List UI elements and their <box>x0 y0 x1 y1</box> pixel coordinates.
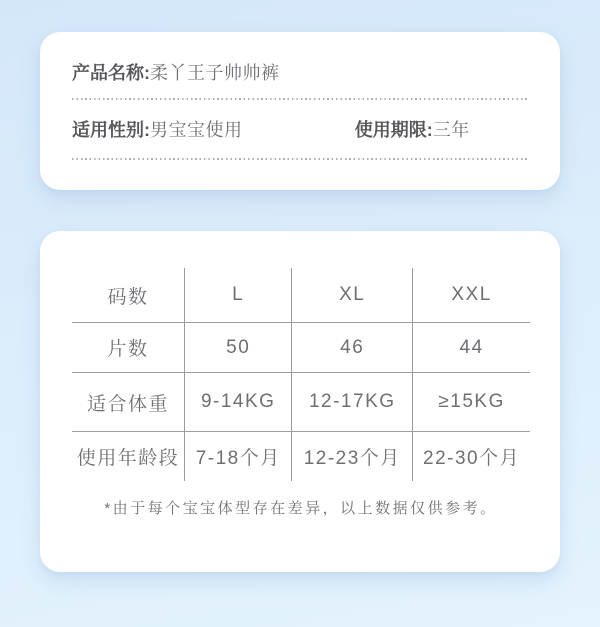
shelf-life-value: 三年 <box>432 120 470 140</box>
size-chart-footnote: *由于每个宝宝体型存在差异，以上数据仅供参考。 <box>104 500 498 517</box>
product-name-field <box>72 59 280 85</box>
table-value-cell: XXL <box>413 268 530 323</box>
size-table <box>72 268 530 481</box>
table-value-cell: XL <box>292 268 413 323</box>
table-value-cell: L <box>185 268 292 323</box>
table-value-cell: 9-14KG <box>185 373 292 432</box>
table-row-label-cell: 使用年龄段 <box>72 432 185 481</box>
table-row-label-cell: 适合体重 <box>72 373 185 432</box>
product-name-label: 产品名称: <box>72 63 150 83</box>
table-value-cell: 50 <box>185 323 292 373</box>
product-info-card <box>40 32 560 190</box>
gender-label: 适用性别: <box>72 120 150 140</box>
table-value-cell: 12-17KG <box>292 373 413 432</box>
table-value-cell: 22-30个月 <box>423 448 521 469</box>
table-value-cell: ≥15KG <box>413 373 530 432</box>
product-name-value: 柔丫王子帅帅裤 <box>150 63 280 83</box>
gender-value: 男宝宝使用 <box>150 120 243 140</box>
dotted-divider <box>72 158 528 160</box>
table-value-cell: 46 <box>292 323 413 373</box>
table-row-label-cell: 码数 <box>72 268 185 323</box>
table-value-cell: 7-18个月 <box>185 432 292 481</box>
table-value-cell: 12-23个月 <box>292 432 413 481</box>
shelf-life-field <box>355 116 470 142</box>
size-chart-card <box>40 231 560 572</box>
table-value-cell: 44 <box>413 323 530 373</box>
shelf-life-label: 使用期限: <box>354 120 433 140</box>
gender-field <box>72 116 355 142</box>
info-row-product-name <box>72 46 528 98</box>
table-row-label-cell: 片数 <box>72 323 185 373</box>
info-row-gender-shelf-life <box>72 100 528 158</box>
